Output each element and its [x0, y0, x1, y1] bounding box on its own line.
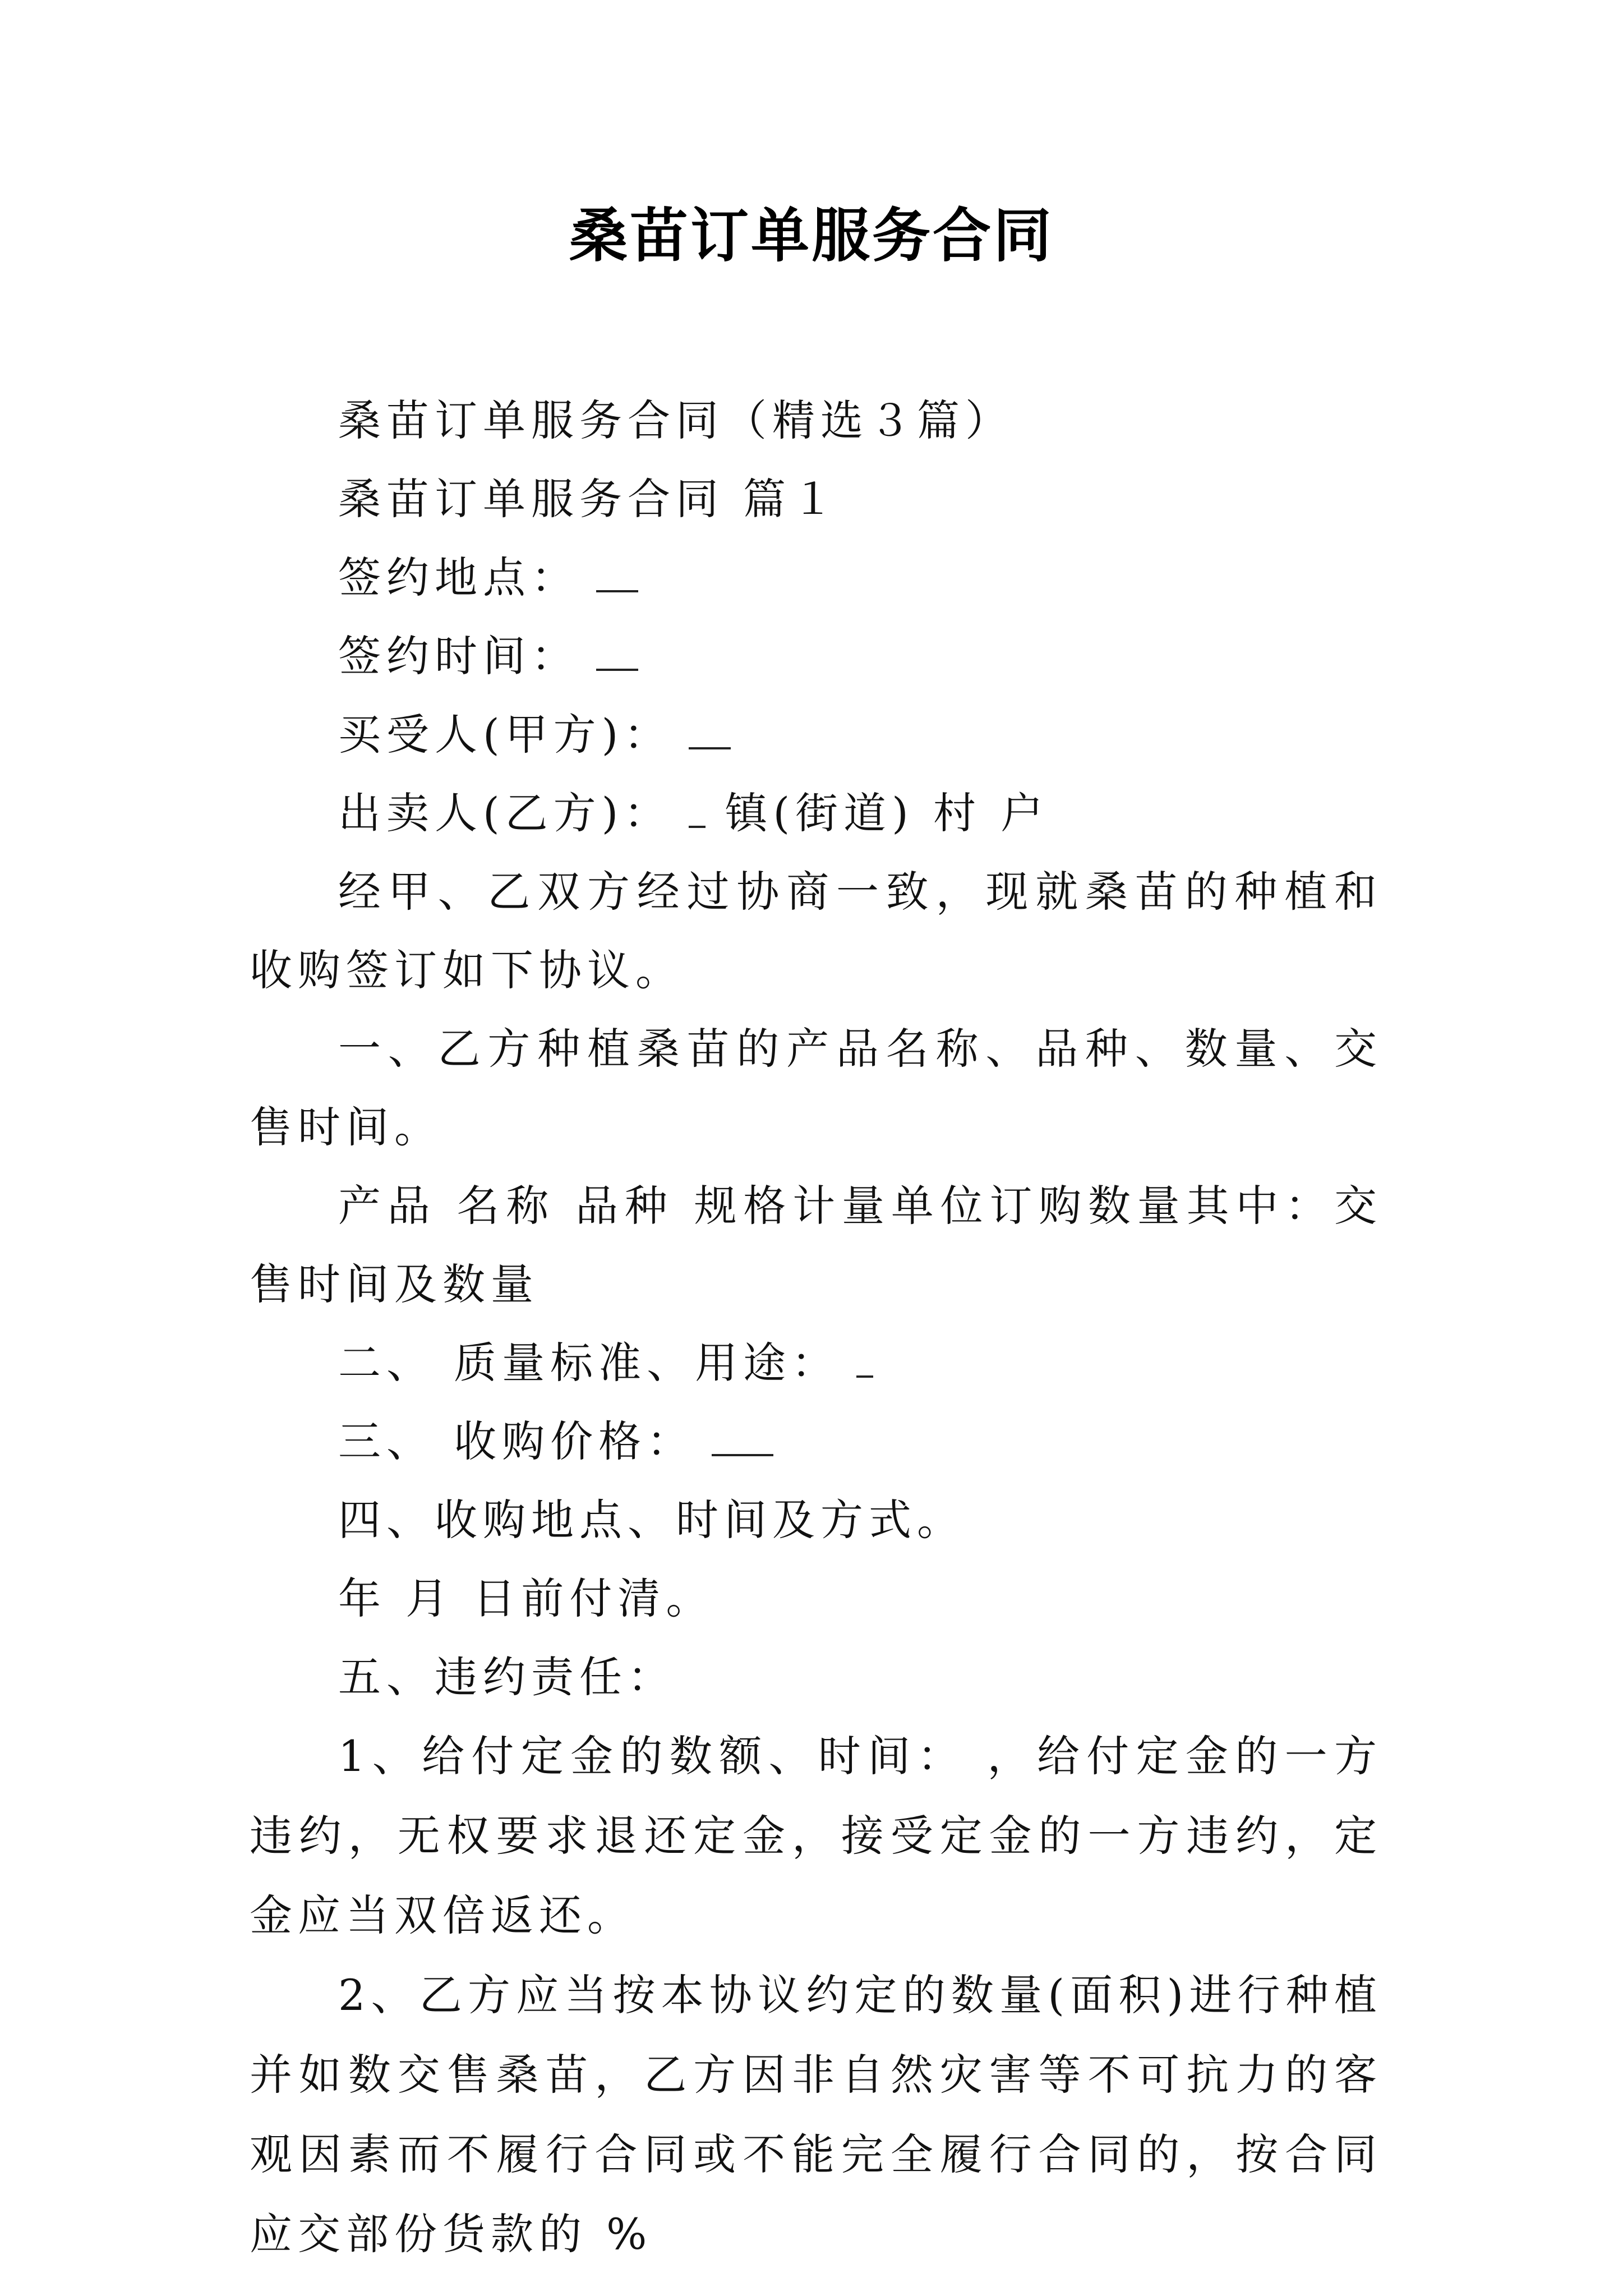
sign-time-blank [596, 635, 638, 671]
seller-paragraph [250, 774, 1382, 853]
date-line-paragraph: 年 月 日前付清。 [338, 1573, 714, 1623]
clause-1-table-paragraph: 产品 名称 品种 规格计量单位订购数量其中：交售时间及数量 [250, 1181, 1382, 1309]
intro-paragraph: 经甲、乙双方经过协商一致，现就桑苗的种植和收购签订如下协议。 [250, 867, 1382, 995]
clause-2-blank [856, 1342, 873, 1378]
sign-place-label: 签约地点： [338, 553, 579, 602]
buyer-paragraph [250, 696, 1382, 774]
sign-place-paragraph [250, 539, 1382, 617]
clause-4-paragraph: 四、收购地点、时间及方式。 [338, 1495, 965, 1545]
item-2-paragraph: 2、乙方应当按本协议约定的数量(面积)进行种植并如数交售桑苗，乙方因非自然灾害等不可抗力的客观因素而不履行合同或不能完全履行合同的，按合同应交部份货款的 % [250, 1970, 1382, 2259]
document-title: 桑苗订单服务合同 [569, 201, 1054, 270]
seller-blank [689, 792, 706, 828]
sign-place-blank [596, 556, 638, 592]
clause-3-label: 三、 收购价格： [338, 1416, 695, 1466]
subtitle-paragraph: 桑苗订单服务合同（精选３篇） [338, 395, 1013, 445]
buyer-blank [689, 714, 731, 749]
clause-5-paragraph: 五、违约责任： [338, 1652, 676, 1702]
buyer-label: 买受人(甲方)： [338, 710, 672, 760]
item-1-paragraph: 1、给付定金的数额、时间： ，给付定金的一方违约，无权要求退还定金，接受定金的一方违约，定金应当双倍返还。 [250, 1731, 1382, 1940]
seller-label: 出卖人(乙方)： [338, 788, 672, 838]
part-heading-paragraph: 桑苗订单服务合同 篇１ [338, 474, 840, 524]
document-body [250, 381, 1382, 2274]
clause-3-blank [712, 1420, 773, 1456]
clause-3-paragraph [250, 1402, 1382, 1481]
clause-2-label: 二、 质量标准、用途： [338, 1338, 840, 1388]
clause-2-paragraph [250, 1324, 1382, 1402]
clause-1-paragraph: 一、乙方种植桑苗的产品名称、品种、数量、交售时间。 [250, 1024, 1382, 1152]
seller-address: 镇(街道) 村 户 [725, 788, 1049, 838]
sign-time-label: 签约时间： [338, 631, 579, 681]
sign-time-paragraph [250, 617, 1382, 696]
